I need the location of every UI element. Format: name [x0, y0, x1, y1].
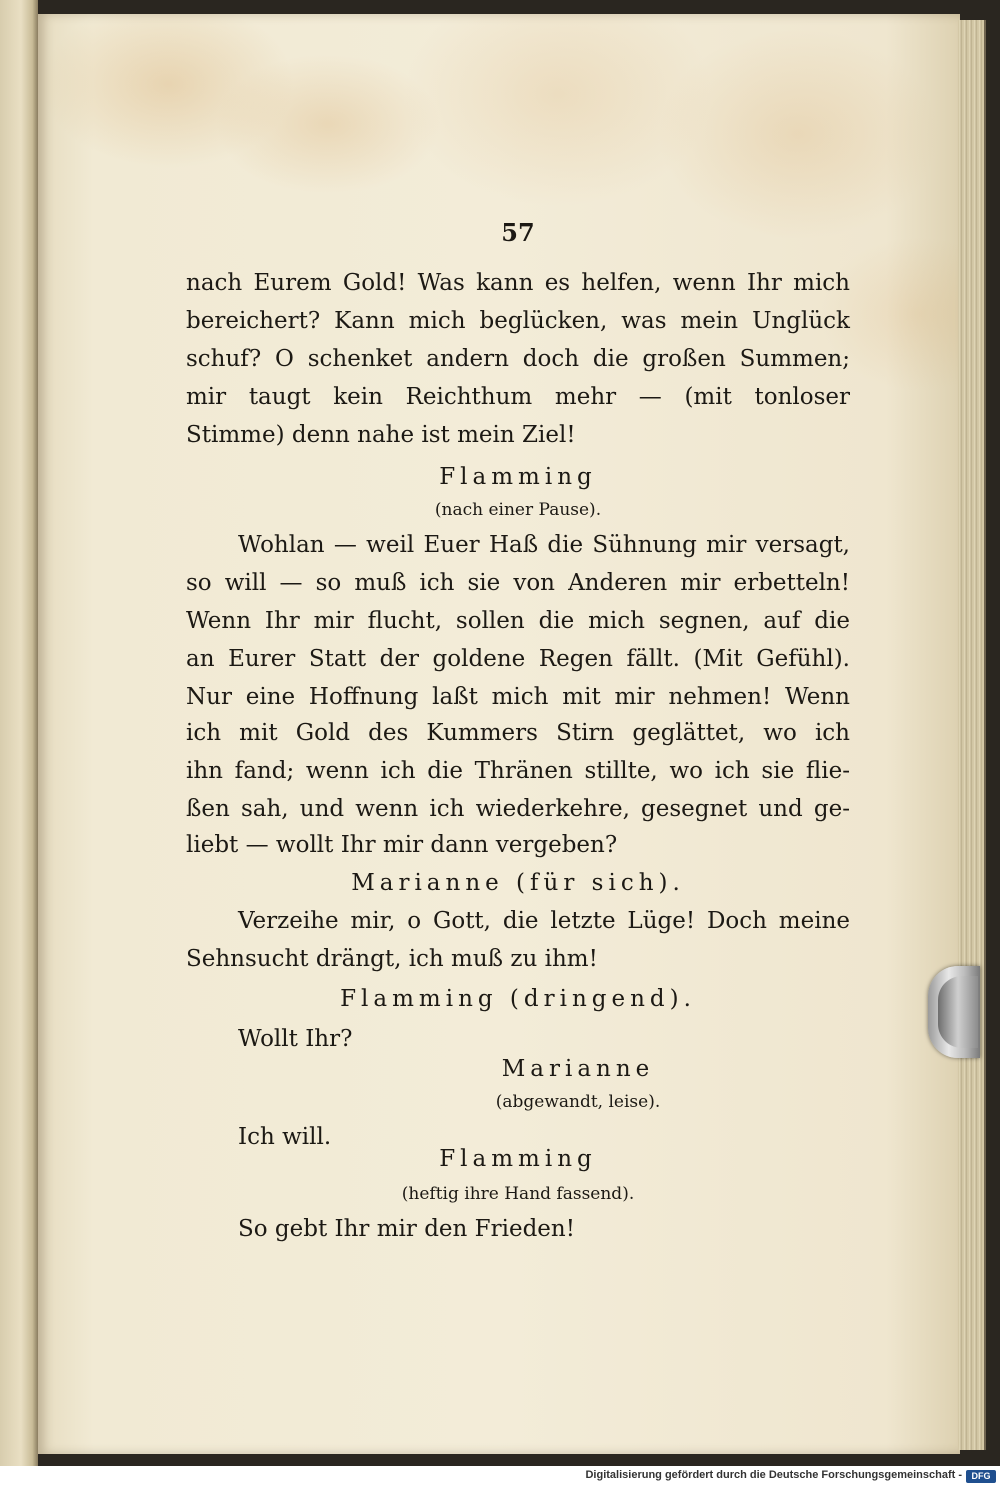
footer-bar — [0, 1466, 1000, 1488]
speaker-name: Flamming — [439, 1146, 597, 1172]
text-line: Wollt Ihr? — [238, 1026, 353, 1052]
text-line: Wenn Ihr mir flucht, sollen die mich segnen, auf die — [186, 608, 850, 634]
text-line: Verzeihe mir, o Gott, die letzte Lüge! Doch meine — [238, 908, 850, 934]
dfg-logo-icon: DFG — [966, 1470, 996, 1483]
text-line: mir taugt kein Reichthum mehr — (mit tonloser — [186, 384, 850, 410]
stage-direction: (abgewandt, leise). — [495, 1092, 661, 1112]
left-page-edge — [0, 0, 38, 1466]
text-line: so will — so muß ich sie von Anderen mir erbetteln! — [186, 570, 850, 596]
stage-direction: (heftig ihre Hand fassend). — [401, 1184, 635, 1204]
speaker-name: Marianne — [501, 1056, 655, 1082]
speaker-name: Flamming (dringend). — [340, 986, 696, 1012]
page-stack-edge — [958, 20, 986, 1450]
page-number: 57 — [501, 218, 535, 247]
text-line: ihn fand; wenn ich die Thränen stillte, wo ich sie flie- — [186, 758, 850, 784]
text-line: bereichert? Kann mich beglücken, was mein Unglück — [186, 308, 850, 334]
text-line: schuf? O schenket andern doch die großen Summen; — [186, 346, 850, 372]
text-line: ich mit Gold des Kummers Stirn geglättet, wo ich — [186, 720, 850, 746]
page-clip-icon — [928, 966, 980, 1058]
stage-direction: (nach einer Pause). — [434, 500, 602, 520]
text-line: Stimme) denn nahe ist mein Ziel! — [186, 422, 576, 448]
text-line: an Eurer Statt der goldene Regen fällt. (Mit Gefühl). — [186, 646, 850, 672]
text-line: Ich will. — [238, 1124, 332, 1150]
text-line: Sehnsucht drängt, ich muß zu ihm! — [186, 946, 598, 972]
text-line: Nur eine Hoffnung laßt mich mit mir nehmen! Wenn — [186, 684, 850, 710]
clip-inner — [938, 976, 978, 1048]
speaker-name: Marianne (für sich). — [351, 870, 685, 896]
text-line: liebt — wollt Ihr mir dann vergeben? — [186, 832, 618, 858]
book-page — [38, 14, 960, 1454]
text-line: ßen sah, und wenn ich wiederkehre, gesegnet und ge- — [186, 796, 850, 822]
text-line: So gebt Ihr mir den Frieden! — [238, 1216, 575, 1242]
text-line: Wohlan — weil Euer Haß die Sühnung mir versagt, — [238, 532, 850, 558]
speaker-name: Flamming — [439, 464, 597, 490]
text-line: nach Eurem Gold! Was kann es helfen, wenn Ihr mich — [186, 270, 850, 296]
footer-credit: Digitalisierung gefördert durch die Deutsche Forschungsgemeinschaft - — [585, 1469, 962, 1481]
